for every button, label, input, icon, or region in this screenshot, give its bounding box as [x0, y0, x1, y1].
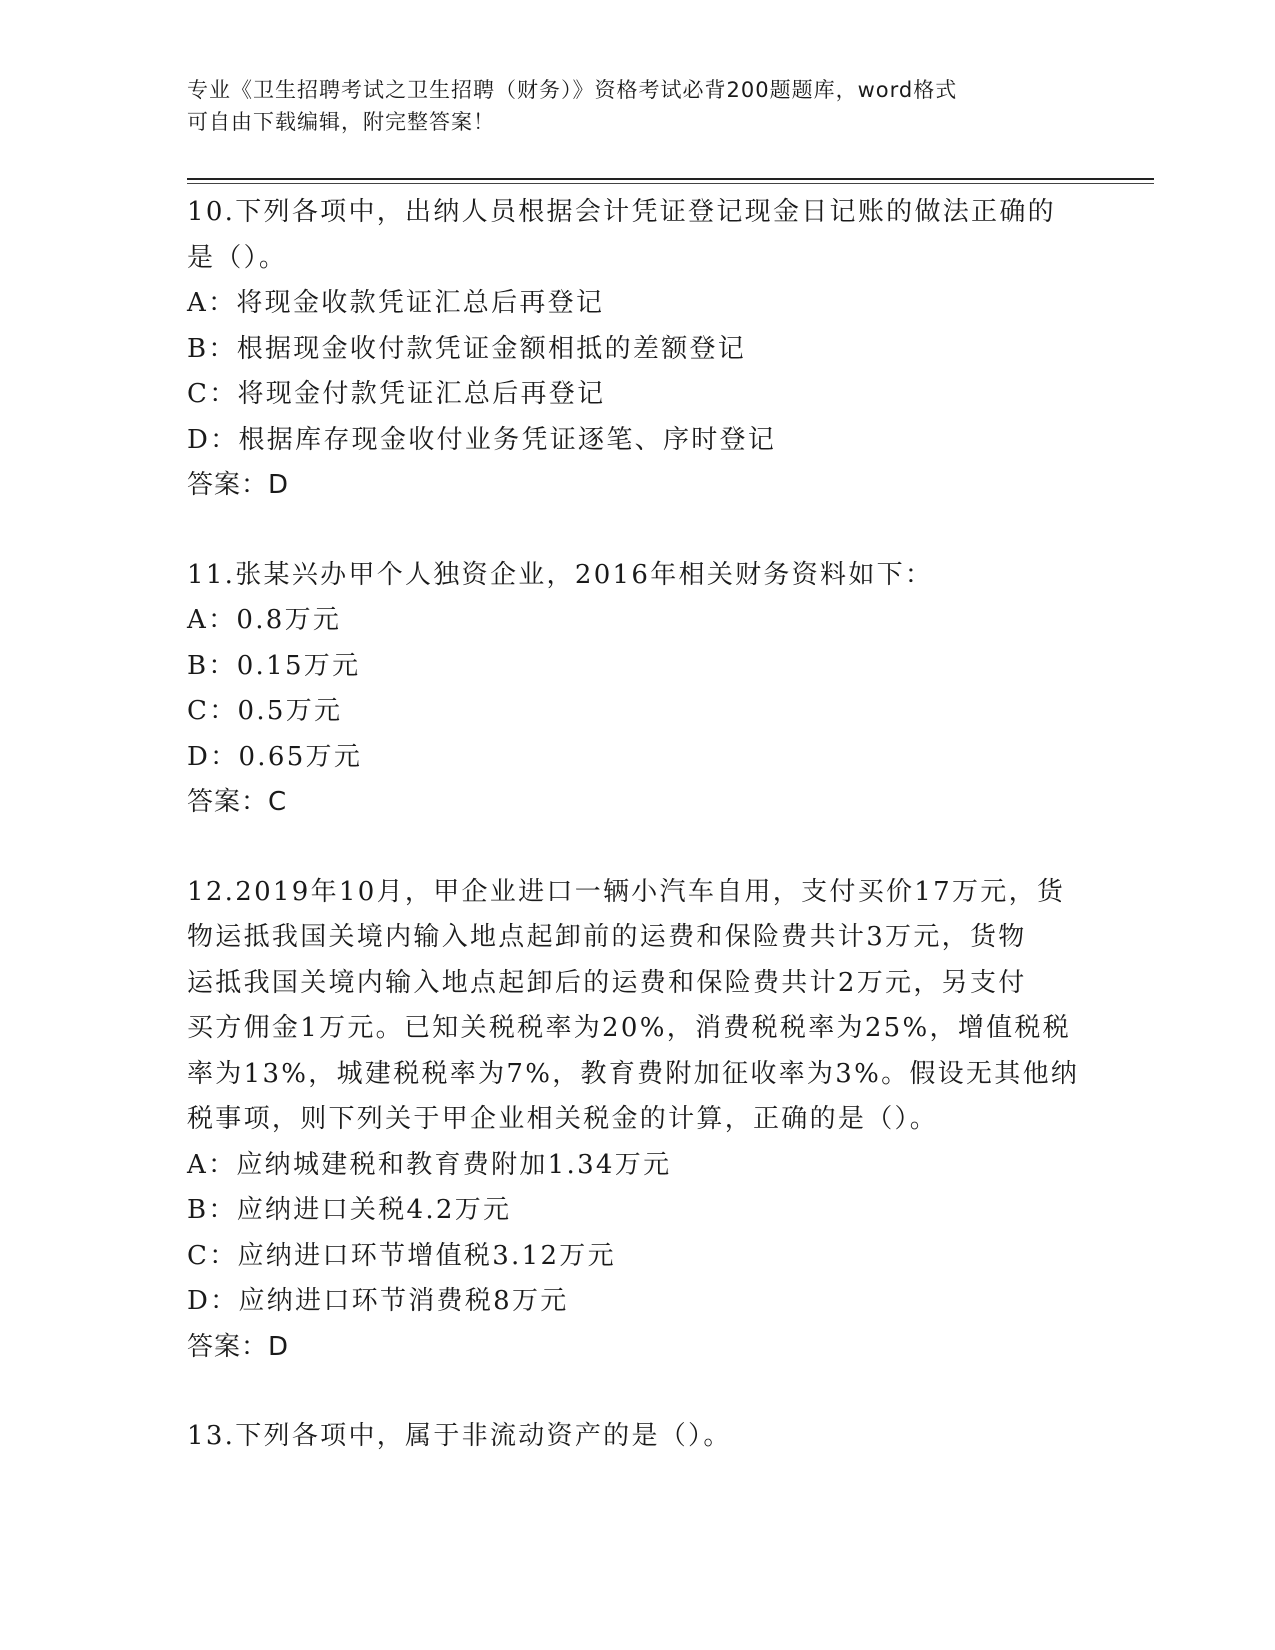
option-b: B：0.15万元	[187, 650, 361, 681]
question-stem	[187, 190, 1087, 281]
question-10	[187, 190, 1087, 509]
stem-line: 10.下列各项中，出纳人员根据会计凭证登记现金日记账的做法正确的	[187, 197, 1056, 227]
stem-line: 12.2019年10月，甲企业进口一辆小汽车自用，支付买价17万元，货	[187, 876, 1066, 907]
answer-line: 答案：D	[187, 470, 290, 500]
stem-line: 物运抵我国关境内输入地点起卸前的运费和保险费共计3万元，货物	[187, 922, 1027, 952]
header-line-1: 专业《卫生招聘考试之卫生招聘（财务）》资格考试必背200题题库，word格式	[187, 78, 958, 102]
header-line-2: 可自由下载编辑，附完整答案！	[187, 110, 495, 134]
answer-line: 答案：C	[187, 787, 288, 817]
header-divider-thick	[187, 178, 1154, 180]
stem-line: 13.下列各项中，属于非流动资产的是（）。	[187, 1421, 732, 1451]
stem-line: 运抵我国关境内输入地点起卸后的运费和保险费共计2万元，另支付	[187, 967, 1027, 998]
stem-line: 率为13%，城建税税率为7%，教育费附加征收率为3%。假设无其他纳	[187, 1058, 1080, 1089]
question-11	[187, 553, 1087, 826]
stem-line: 税事项，则下列关于甲企业相关税金的计算，正确的是（）。	[187, 1104, 939, 1134]
option-a: A：将现金收款凭证汇总后再登记	[187, 288, 605, 318]
question-list	[187, 190, 1087, 1504]
option-a: A：0.8万元	[187, 605, 342, 635]
question-stem	[187, 870, 1087, 1143]
option-c: C：将现金付款凭证汇总后再登记	[187, 379, 606, 409]
option-d: D：应纳进口环节消费税8万元	[187, 1286, 569, 1316]
stem-line: 11.张某兴办甲个人独资企业，2016年相关财务资料如下：	[187, 559, 934, 590]
question-12	[187, 870, 1087, 1371]
stem-line: 买方佣金1万元。已知关税税率为20%，消费税税率为25%，增值税税	[187, 1013, 1072, 1043]
answer-line: 答案：D	[187, 1331, 290, 1362]
document-header	[187, 74, 1067, 138]
option-a: A：应纳城建税和教育费附加1.34万元	[187, 1149, 672, 1180]
question-stem	[187, 553, 1087, 599]
option-d: D：根据库存现金收付业务凭证逐笔、序时登记	[187, 424, 777, 455]
option-b: B：应纳进口关税4.2万元	[187, 1195, 512, 1225]
stem-line: 是（）。	[187, 242, 288, 273]
option-d: D：0.65万元	[187, 741, 363, 772]
option-b: B：根据现金收付款凭证金额相抵的差额登记	[187, 333, 747, 364]
header-divider-thin	[187, 183, 1154, 184]
option-c: C：0.5万元	[187, 696, 343, 726]
question-13	[187, 1414, 1087, 1460]
option-c: C：应纳进口环节增值税3.12万元	[187, 1240, 616, 1271]
question-stem	[187, 1414, 1087, 1460]
